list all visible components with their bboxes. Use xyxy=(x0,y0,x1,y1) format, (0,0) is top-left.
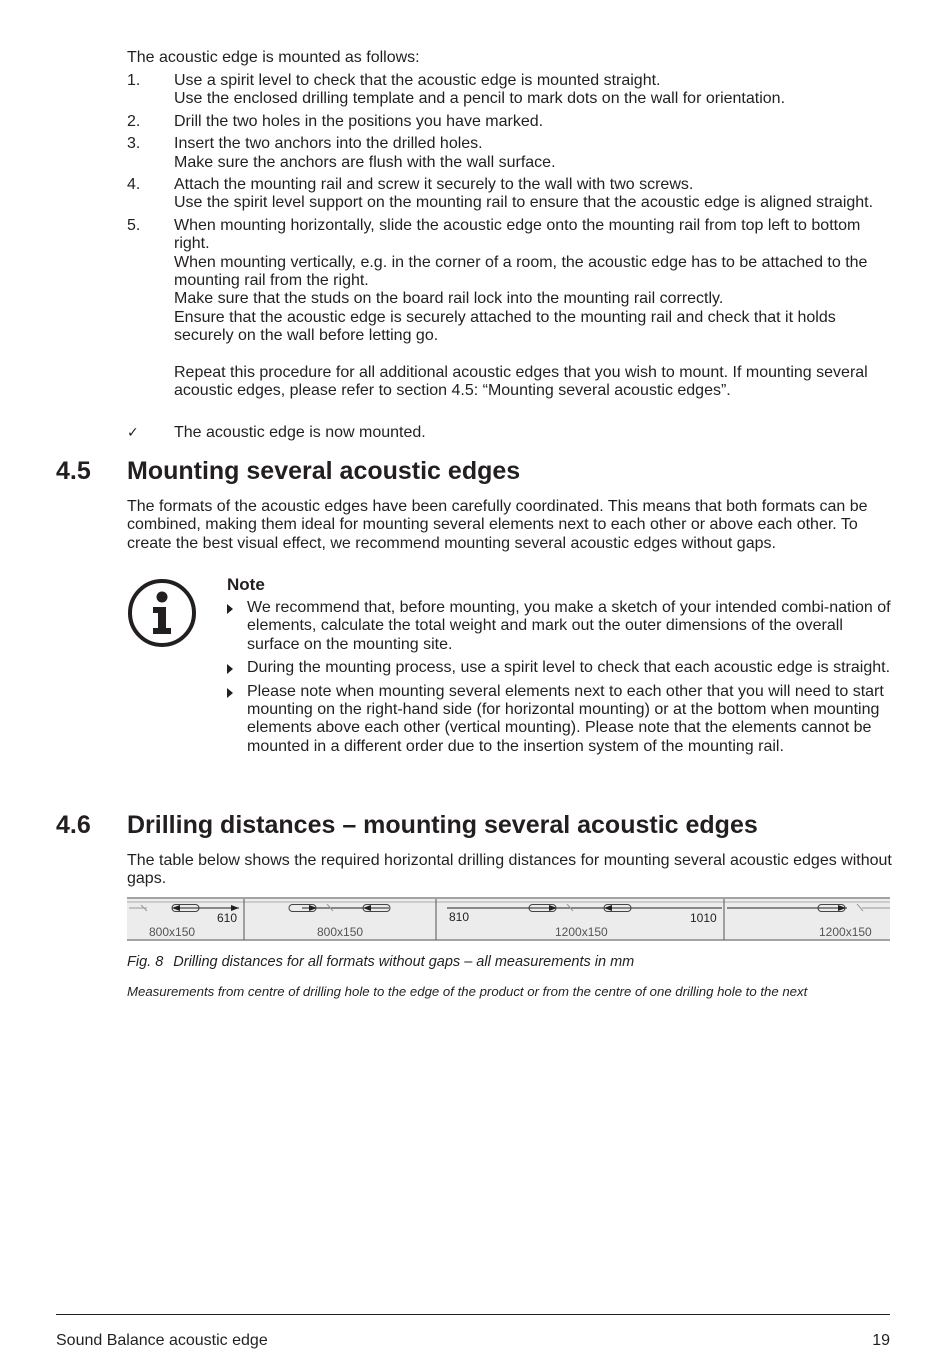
step-number: 1. xyxy=(127,72,141,89)
section-number: 4.6 xyxy=(56,811,91,839)
step-text: Insert the two anchors into the drilled holes. xyxy=(174,135,483,153)
note-item-text: Please note when mounting several elements next to each other that you will need to start mounting on the right-hand side (for horizontal mounting) or at the bottom when mounting elements above each other (vertical mounting). Please note that the elements cannot be mounted in a different order due to the insertion system of the mounting rail. xyxy=(247,682,884,755)
note-item xyxy=(227,599,892,654)
step-item xyxy=(127,72,892,109)
spacer xyxy=(174,346,892,364)
format-label: 1200x150 xyxy=(819,925,872,939)
step-text: Use the enclosed drilling template and a pencil to mark dots on the wall for orientation. xyxy=(174,90,786,108)
step-item xyxy=(127,176,892,213)
note-list xyxy=(227,599,892,761)
footer-title: Sound Balance acoustic edge xyxy=(56,1332,268,1349)
mounting-steps xyxy=(127,72,892,405)
step-text: Drill the two holes in the positions you have marked. xyxy=(174,112,544,130)
page-number: 19 xyxy=(872,1332,890,1349)
distance-label: 1010 xyxy=(690,911,717,925)
footer-divider xyxy=(56,1314,890,1315)
format-label: 1200x150 xyxy=(555,925,608,939)
triangle-bullet-icon xyxy=(227,688,233,698)
note-item xyxy=(227,659,892,677)
note-item-text: We recommend that, before mounting, you make a sketch of your intended combi-nation of elements, calculate the total weight and mark out the outer dimensions of the overall surface on the mounting site. xyxy=(247,599,891,653)
step-item xyxy=(127,217,892,401)
triangle-bullet-icon xyxy=(227,604,233,614)
result-text: The acoustic edge is now mounted. xyxy=(174,424,426,441)
step-text: When mounting horizontally, slide the acoustic edge onto the mounting rail from top left to bottom right. xyxy=(174,216,861,253)
section-4-6-heading xyxy=(56,810,758,840)
step-text: When mounting vertically, e.g. in the corner of a room, the acoustic edge has to be attached to the mounting rail from the right. xyxy=(174,253,868,290)
step-text: Make sure that the studs on the board rail lock into the mounting rail correctly. xyxy=(174,290,724,308)
format-label: 800x150 xyxy=(149,925,196,939)
section-title: Drilling distances – mounting several acoustic edges xyxy=(127,811,758,839)
step-number: 5. xyxy=(127,216,141,234)
section-title: Mounting several acoustic edges xyxy=(127,457,521,485)
step-text: Ensure that the acoustic edge is securely attached to the mounting rail and check that it holds securely on the wall before letting go. xyxy=(174,308,836,345)
note-item xyxy=(227,683,892,757)
drilling-distance-diagram xyxy=(127,897,890,941)
step-number: 4. xyxy=(127,176,141,194)
figure-number: Fig. 8 xyxy=(127,954,164,970)
info-icon xyxy=(127,578,197,648)
distance-label: 810 xyxy=(449,910,470,924)
intro-text: The acoustic edge is mounted as follows: xyxy=(127,49,420,66)
caption-text: Drilling distances for all formats without gaps – all measurements in mm xyxy=(173,954,635,970)
step-text: Make sure the anchors are flush with the wall surface. xyxy=(174,153,556,171)
step-item xyxy=(127,113,892,131)
triangle-bullet-icon xyxy=(227,664,233,674)
figure-caption xyxy=(127,953,634,971)
step-number: 2. xyxy=(127,112,141,130)
checkmark-icon: ✓ xyxy=(127,425,139,441)
section-4-6-body: The table below shows the required horizontal drilling distances for mounting several acoustic edges without gaps. xyxy=(127,852,892,888)
section-4-5-heading xyxy=(56,456,520,486)
distance-label: 610 xyxy=(217,911,238,925)
step-number: 3. xyxy=(127,135,141,153)
format-label: 800x150 xyxy=(317,925,364,939)
note-item-text: During the mounting process, use a spirit level to check that each acoustic edge is straight. xyxy=(247,659,891,677)
figure-subcaption: Measurements from centre of drilling hole to the edge of the product or from the centre of one drilling hole to the next xyxy=(127,984,808,999)
note-title: Note xyxy=(227,575,265,594)
step-text: Attach the mounting rail and screw it securely to the wall with two screws. xyxy=(174,176,694,194)
section-number: 4.5 xyxy=(56,457,91,485)
step-extra-text: Repeat this procedure for all additional acoustic edges that you wish to mount. If mounting several acoustic edges, please refer to section 4.5: “Mounting several acoustic edges”. xyxy=(174,363,868,400)
step-text: Use the spirit level support on the mounting rail to ensure that the acoustic edge is aligned straight. xyxy=(174,194,874,212)
step-item xyxy=(127,135,892,172)
section-4-5-body: The formats of the acoustic edges have been carefully coordinated. This means that both formats can be combined, making them ideal for mounting several elements next to each other or above each other. To create the best visual effect, we recommend mounting several acoustic edges without gaps. xyxy=(127,498,868,552)
step-text: Use a spirit level to check that the acoustic edge is mounted straight. xyxy=(174,72,661,89)
